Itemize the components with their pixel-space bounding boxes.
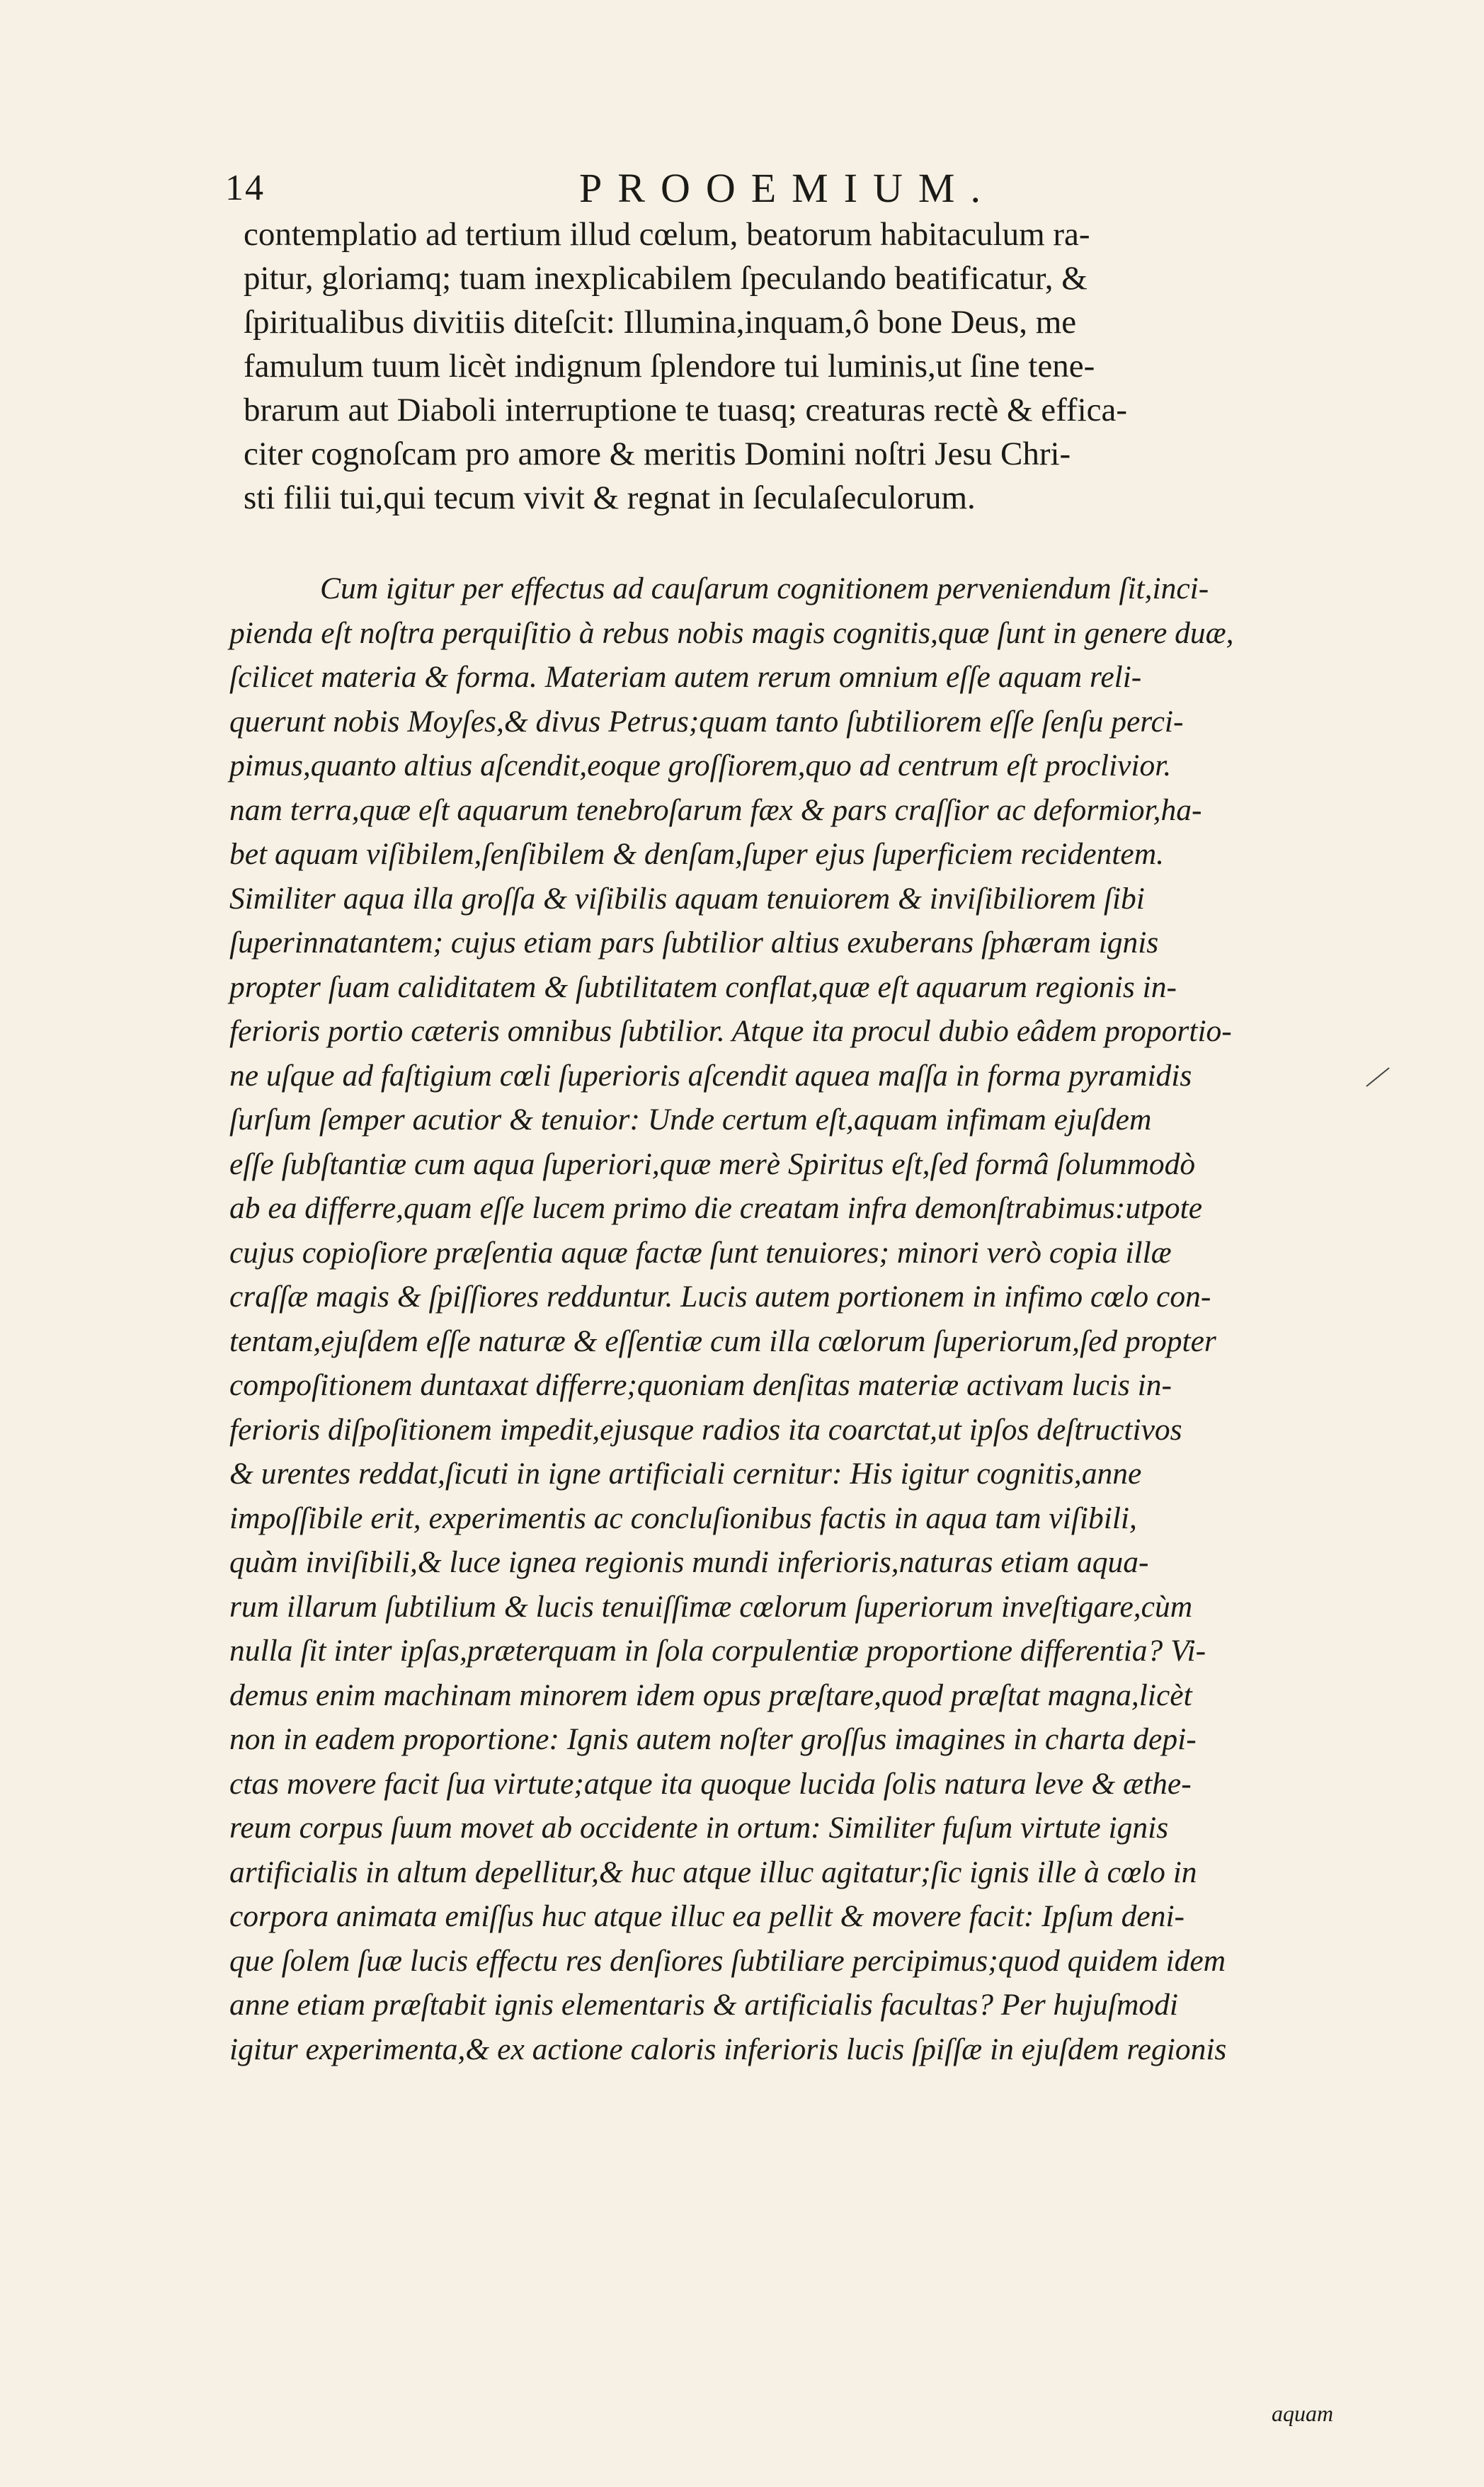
text-line: demus enim machinam minorem idem opus præſtare,quod præſtat magna,licèt <box>229 1678 1192 1712</box>
text-line: contemplatio ad tertium illud cœlum, beatorum habitaculum ra- <box>244 216 1090 253</box>
text-line: ferioris portio cæteris omnibus ſubtilior. Atque ita procul dubio eâdem proportio- <box>229 1014 1232 1048</box>
text-line: compoſitionem duntaxat differre;quoniam denſitas materiæ activam lucis in- <box>229 1368 1172 1402</box>
text-line: ne uſque ad faſtigium cœli ſuperioris aſcendit aquea maſſa in forma pyramidis <box>229 1058 1192 1093</box>
text-line: nam terra,quæ eſt aquarum tenebroſarum fæx & pars craſſior ac deformior,ha- <box>229 792 1202 827</box>
text-line: reum corpus ſuum movet ab occidente in ortum: Similiter fuſum virtute ignis <box>229 1811 1169 1845</box>
text-line: Cum igitur per effectus ad cauſarum cognitionem perveniendum ſit,inci- <box>320 571 1209 605</box>
text-line: citer cognoſcam pro amore & meritis Domini noſtri Jesu Chri- <box>244 436 1071 472</box>
text-line: quàm inviſibili,& luce ignea regionis mundi inferioris,naturas etiam aqua- <box>229 1545 1149 1579</box>
text-line: ctas movere facit ſua virtute;atque ita quoque lucida ſolis natura leve & æthe- <box>229 1766 1192 1801</box>
text-line: craſſæ magis & ſpiſſiores redduntur. Lucis autem portionem in infimo cœlo con- <box>229 1280 1211 1314</box>
page-number: 14 <box>225 168 265 208</box>
text-line: eſſe ſubſtantiæ cum aqua ſuperiori,quæ merè Spiritus eſt,ſed formâ ſolummodò <box>229 1146 1196 1181</box>
running-title: PROOEMIUM. <box>579 165 996 211</box>
text-line: & urentes reddat,ſicuti in igne artificiali cernitur: His igitur cognitis,anne <box>229 1457 1142 1491</box>
text-line: impoſſibile erit, experimentis ac concluſionibus factis in aqua tam viſibili, <box>229 1501 1137 1535</box>
text-line: sti filii tui,qui tecum vivit & regnat in ſeculaſeculorum. <box>244 479 976 516</box>
text-line: pitur, gloriamq; tuam inexplicabilem ſpeculando beatificatur, & <box>244 260 1088 297</box>
catchword: aquam <box>1272 2401 1334 2426</box>
text-line: Similiter aqua illa groſſa & viſibilis aquam tenuiorem & inviſibiliorem ſibi <box>229 881 1145 916</box>
text-line: ſcilicet materia & forma. Materiam autem rerum omnium eſſe aquam reli- <box>229 660 1142 694</box>
text-line: brarum aut Diaboli interruptione te tuasq; creaturas rectè & effica- <box>244 392 1128 428</box>
text-line: anne etiam præſtabit ignis elementaris & artificialis facultas? Per hujuſmodi <box>229 1988 1178 2022</box>
text-line: famulum tuum licèt indignum ſplendore tui luminis,ut ſine tene- <box>244 348 1095 385</box>
text-line: ſpiritualibus divitiis diteſcit: Illumina,inquam,ô bone Deus, me <box>244 304 1077 341</box>
text-line: bet aquam viſibilem,ſenſibilem & denſam,ſuper ejus ſuperficiem recidentem. <box>229 837 1164 871</box>
text-line: nulla ſit inter ipſas,præterquam in ſola corpulentiæ proportione differentia? Vi- <box>229 1634 1206 1668</box>
text-line: propter ſuam caliditatem & ſubtilitatem conflat,quæ eſt aquarum regionis in- <box>229 969 1177 1004</box>
text-line: ſuperinnatantem; cujus etiam pars ſubtilior altius exuberans ſphæram ignis <box>229 926 1159 960</box>
italic-paragraph <box>229 567 1382 2071</box>
text-line: ab ea differre,quam eſſe lucem primo die creatam infra demonſtrabimus:utpote <box>229 1191 1203 1225</box>
text-line: corpora animata emiſſus huc atque illuc ea pellit & movere facit: Ipſum deni- <box>229 1899 1185 1933</box>
margin-mark-icon <box>1364 1062 1392 1091</box>
text-line: pienda eſt noſtra perquiſitio à rebus nobis magis cognitis,quæ ſunt in genere duæ, <box>229 615 1234 650</box>
page-header <box>225 160 1266 217</box>
text-line: pimus,quanto altius aſcendit,eoque groſſiorem,quo ad centrum eſt proclivior. <box>229 749 1172 782</box>
text-line: ferioris diſpoſitionem impedit,ejusque radios ita coarctat,ut ipſos deſtructivos <box>229 1412 1182 1447</box>
text-line: artificialis in altum depellitur,& huc atque illuc agitatur;ſic ignis ille à cœlo in <box>229 1855 1197 1889</box>
text-line: non in eadem proportione: Ignis autem noſter groſſus imagines in charta depi- <box>229 1722 1197 1756</box>
text-line: tentam,ejuſdem eſſe naturæ & eſſentiæ cum illa cœlorum ſuperiorum,ſed propter <box>229 1324 1216 1358</box>
text-line: ſurſum ſemper acutior & tenuior: Unde certum eſt,aquam infimam ejuſdem <box>229 1103 1152 1137</box>
text-line: querunt nobis Moyſes,& divus Petrus;quam tanto ſubtiliorem eſſe ſenſu perci- <box>229 704 1184 739</box>
text-line: rum illarum ſubtilium & lucis tenuiſſimæ cœlorum ſuperiorum inveſtigare,cùm <box>229 1589 1193 1624</box>
text-line: cujus copioſiore præſentia aquæ factæ ſunt tenuiores; minori verò copia illæ <box>229 1235 1172 1270</box>
text-line: igitur experimenta,& ex actione caloris inferioris lucis ſpiſſæ in ejuſdem regionis <box>229 2032 1227 2066</box>
text-line: que ſolem ſuæ lucis effectu res denſiores ſubtiliare percipimus;quod quidem idem <box>229 1943 1226 1978</box>
roman-paragraph <box>244 212 1391 520</box>
